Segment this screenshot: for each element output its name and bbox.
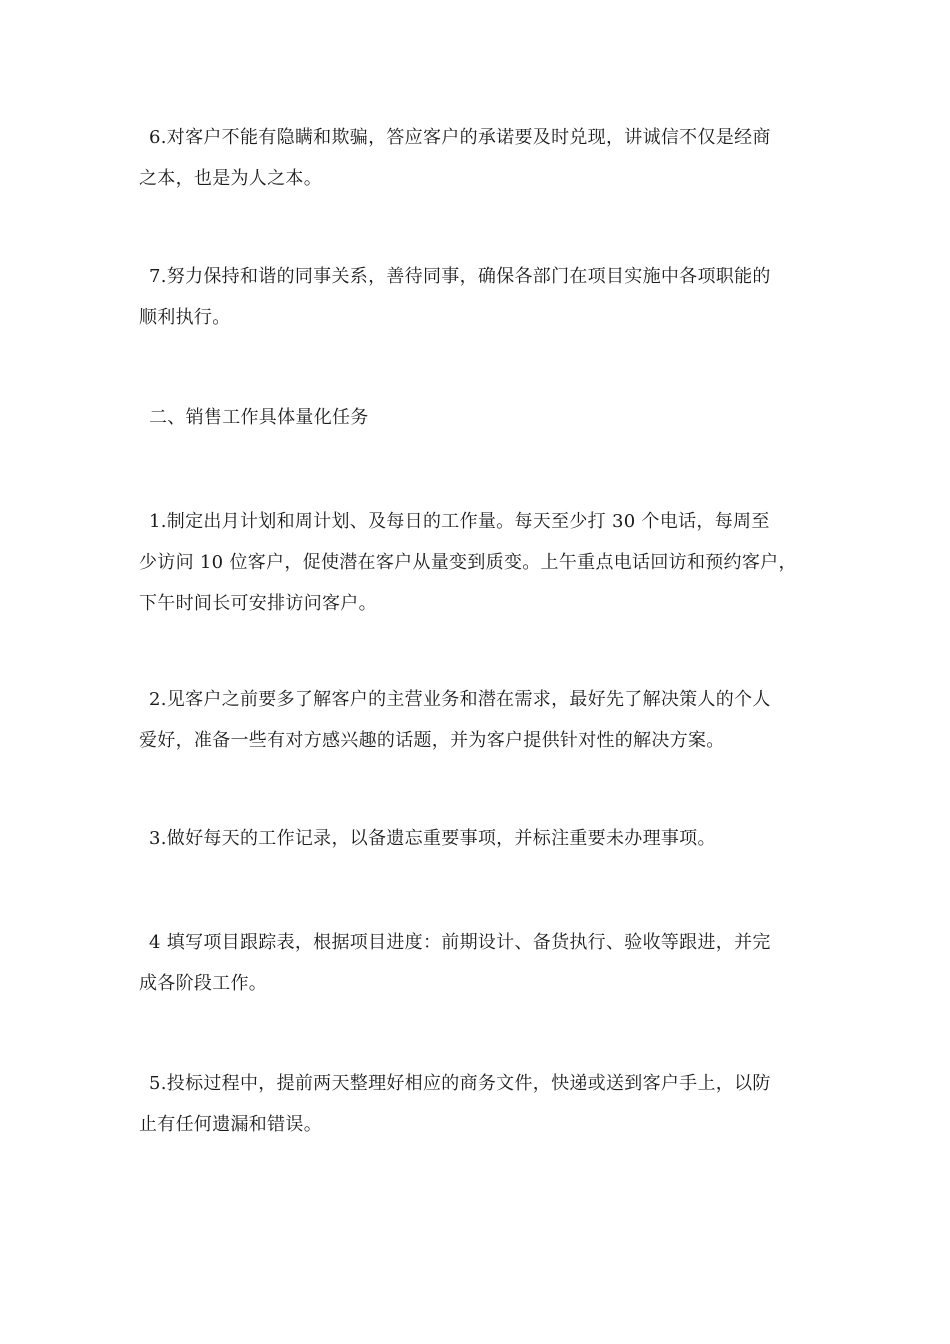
text-line: 成各阶段工作。: [139, 973, 268, 994]
paragraph-task-2: [139, 679, 819, 761]
text-line: 4 填写项目跟踪表，根据项目进度：前期设计、备货执行、验收等跟进，并完: [149, 932, 771, 953]
text-line: 之本，也是为人之本。: [139, 168, 322, 189]
text-line: 6.对客户不能有隐瞒和欺骗，答应客户的承诺要及时兑现，讲诚信不仅是经商: [149, 127, 771, 148]
paragraph-task-3: [139, 818, 819, 859]
text-line: 5.投标过程中，提前两天整理好相应的商务文件，快递或送到客户手上，以防: [149, 1073, 771, 1094]
text-line: 爱好，准备一些有对方感兴趣的话题，并为客户提供针对性的解决方案。: [139, 730, 725, 751]
text-line: 下午时间长可安排访问客户。: [139, 593, 377, 614]
text-line: 7.努力保持和谐的同事关系，善待同事，确保各部门在项目实施中各项职能的: [149, 266, 771, 287]
paragraph-item-7: [139, 256, 819, 338]
text-line: 2.见客户之前要多了解客户的主营业务和潜在需求，最好先了解决策人的个人: [149, 689, 771, 710]
text-line: 1.制定出月计划和周计划、及每日的工作量。每天至少打 30 个电话，每周至: [149, 511, 770, 532]
text-line: 顺利执行。: [139, 307, 231, 328]
paragraph-task-4: [139, 922, 819, 1004]
text-line: 少访问 10 位客户，促使潜在客户从量变到质变。上午重点电话回访和预约客户，: [139, 552, 797, 573]
paragraph-task-5: [139, 1063, 819, 1145]
section-heading: [139, 397, 819, 438]
heading-text: 二、销售工作具体量化任务: [149, 407, 369, 428]
paragraph-task-1: [139, 501, 819, 624]
text-line: 3.做好每天的工作记录，以备遗忘重要事项，并标注重要未办理事项。: [149, 828, 716, 849]
text-line: 止有任何遗漏和错误。: [139, 1114, 322, 1135]
paragraph-item-6: [139, 117, 819, 199]
